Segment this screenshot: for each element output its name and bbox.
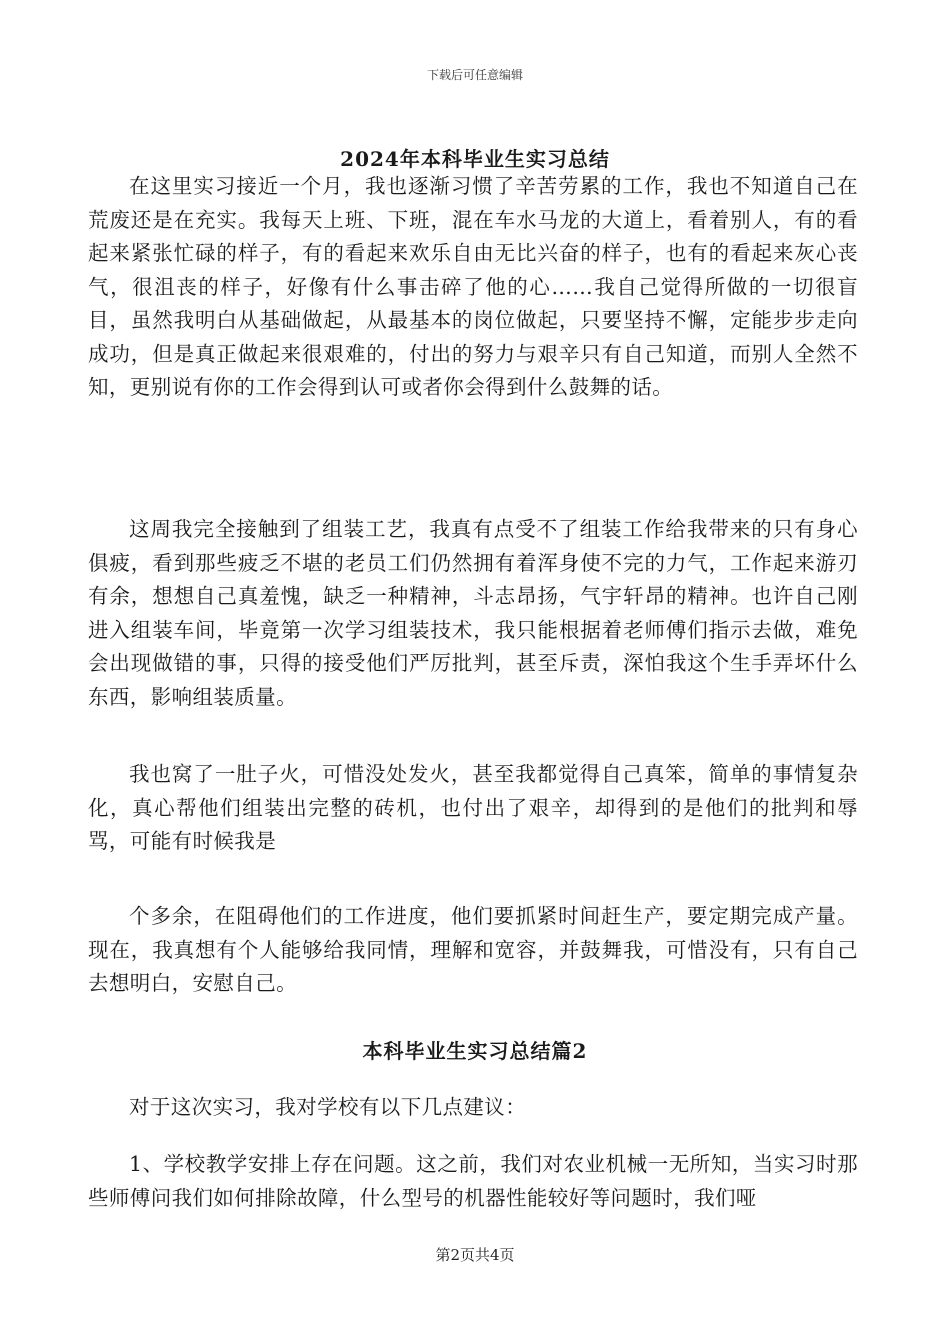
paragraph-text: 对于这次实习，我对学校有以下几点建议： bbox=[129, 1095, 527, 1119]
paragraph-text: 这周我完全接触到了组装工艺，我真有点受不了组装工作给我带来的只有身心俱疲，看到那些疲乏不堪的老员工们仍然拥有着浑身使不完的力气，工作起来游刃有余，想想自己真羞愧，缺乏一种精神，斗志昂扬，气宇轩昂的精神。也许自己刚进入组装车间，毕竟第一次学习组装技术，我只能根据着老师傅们指示去做，难免会出现做错的事，只得的接受他们严厉批判，甚至斥责，深怕我这个生手弄坏什么东西，影响组装质量。 bbox=[88, 517, 858, 709]
paragraph-text: 在这里实习接近一个月，我也逐渐习惯了辛苦劳累的工作，我也不知道自己在荒废还是在充实。我每天上班、下班，混在车水马龙的大道上，看着别人，有的看起来紧张忙碌的样子，有的看起来欢乐自由无比兴奋的样子，也有的看起来灰心丧气，很沮丧的样子，好像有什么事击碎了他的心……我自己觉得所做的一切很盲目，虽然我明白从基础做起，从最基本的岗位做起，只要坚持不懈，定能步步走向成功，但是真正做起来很艰难的，付出的努力与艰辛只有自己知道，而别人全然不知，更别说有你的工作会得到认可或者你会得到什么鼓舞的话。 bbox=[88, 174, 858, 399]
page-indicator: 第2页共4页 bbox=[435, 1246, 515, 1264]
body-paragraph-3 bbox=[88, 758, 858, 859]
section-paragraph-2 bbox=[88, 1148, 858, 1215]
body-paragraph-1 bbox=[88, 170, 858, 405]
body-paragraph-2 bbox=[88, 513, 858, 714]
paragraph-text: 个多余，在阻碍他们的工作进度，他们要抓紧时间赶生产，要定期完成产量。现在，我真想有个人能够给我同情，理解和宽容，并鼓舞我，可惜没有，只有自己去想明白，安慰自己。 bbox=[88, 904, 858, 995]
paragraph-text: 我也窝了一肚子火，可惜没处发火，甚至我都觉得自己真笨，简单的事情复杂化，真心帮他们组装出完整的砖机，也付出了艰辛，却得到的是他们的批判和辱骂，可能有时候我是 bbox=[88, 762, 858, 853]
paragraph-text: 1、学校教学安排上存在问题。这之前，我们对农业机械一无所知，当实习时那些师傅问我们如何排除故障，什么型号的机器性能较好等问题时，我们哑 bbox=[88, 1152, 858, 1210]
header-note: 下载后可任意编辑 bbox=[426, 68, 523, 82]
section-paragraph-1 bbox=[88, 1091, 858, 1125]
section-title: 本科毕业生实习总结篇2 bbox=[362, 1039, 588, 1063]
document-title: 2024年本科毕业生实习总结 bbox=[340, 147, 610, 171]
body-paragraph-4 bbox=[88, 900, 858, 1001]
